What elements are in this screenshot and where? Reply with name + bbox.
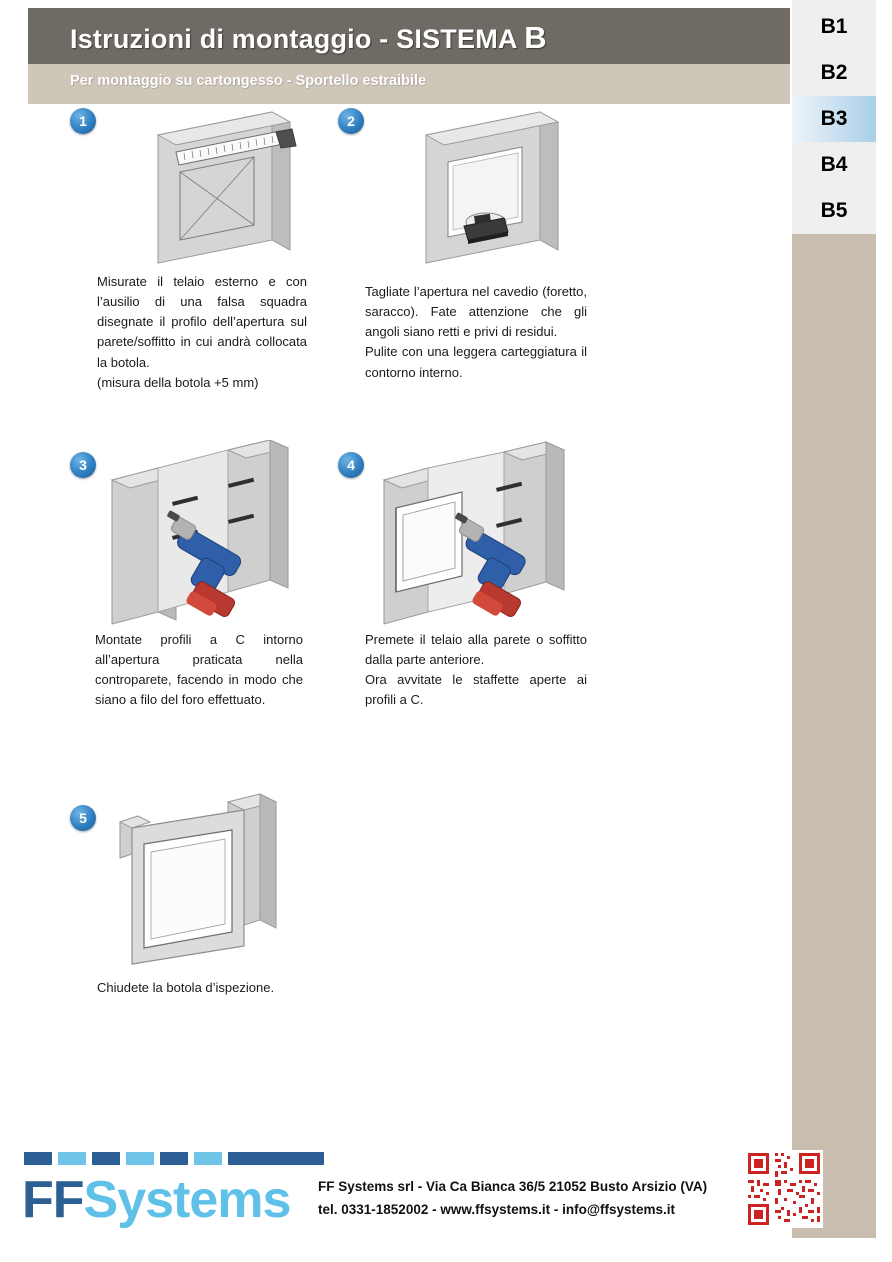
step-5-caption bbox=[97, 978, 317, 998]
step-5-badge bbox=[70, 805, 96, 831]
step-5-caption-line-1: Chiudete la botola d’ispezione. bbox=[97, 980, 275, 995]
side-tab-b3[interactable] bbox=[792, 96, 876, 142]
step-4-caption-line-1: Premete il telaio alla parete o soffitto dalla parte anteriore. bbox=[365, 632, 587, 668]
step-3-figure-c-profiles-with-drill bbox=[100, 440, 300, 630]
step-1-caption-line-2: (misura della botola +5 mm) bbox=[97, 374, 259, 390]
step-5-figure-closed-inspection-hatch bbox=[110, 790, 290, 970]
step-4-caption bbox=[365, 630, 587, 711]
side-tab-b3-label: B3 bbox=[820, 107, 848, 130]
step-2-number: 2 bbox=[347, 113, 355, 129]
side-tab-b2[interactable] bbox=[792, 50, 876, 96]
side-tab-b5[interactable] bbox=[792, 188, 876, 234]
qr-code-icon bbox=[745, 1150, 823, 1228]
logo-systems-text: Systems bbox=[83, 1171, 291, 1229]
step-4-number: 4 bbox=[347, 457, 355, 473]
step-1-number: 1 bbox=[79, 113, 87, 129]
logo-wordmark bbox=[22, 1170, 290, 1230]
step-3-number: 3 bbox=[79, 457, 87, 473]
footer-address-line-1: FF Systems srl - Via Ca Bianca 36/5 21052 Busto Arsizio (VA) bbox=[318, 1179, 708, 1194]
side-tab-column bbox=[792, 0, 892, 1262]
step-2-caption-line-2: Pulite con una leggera carteggiatura il contorno interno. bbox=[365, 344, 587, 380]
step-4-badge bbox=[338, 452, 364, 478]
step-2-caption-line-1: Tagliate l’apertura nel cavedio (foretto, saracco). Fate attenzione che gli angoli siano retti e privi di residui. bbox=[365, 284, 587, 340]
page-subtitle: Per montaggio su cartongesso - Sportello estraibile bbox=[70, 73, 427, 89]
side-tab-b4-label: B4 bbox=[820, 153, 848, 176]
step-1-caption bbox=[97, 272, 307, 393]
page-header bbox=[28, 8, 790, 96]
step-2-figure-wall-panel-cut-opening bbox=[408, 100, 598, 270]
logo-blocks-icon bbox=[24, 1146, 326, 1172]
step-3-caption-line-1: Montate profili a C intorno all’apertura praticata nella controparete, facendo in modo che siano a filo del foro effettuato. bbox=[95, 632, 303, 708]
side-tab-b5-label: B5 bbox=[820, 199, 848, 222]
step-2-caption bbox=[365, 282, 587, 383]
step-2-badge bbox=[338, 108, 364, 134]
page-title-system-letter: B bbox=[524, 20, 547, 55]
page-title bbox=[70, 20, 547, 56]
logo-ff-text: FF bbox=[22, 1171, 84, 1229]
side-tab-b2-label: B2 bbox=[820, 61, 848, 84]
page-title-text: Istruzioni di montaggio - SISTEMA bbox=[70, 24, 525, 54]
step-3-badge bbox=[70, 452, 96, 478]
step-4-figure-frame-pressed-with-drill bbox=[370, 440, 580, 630]
step-1-caption-line-1: Misurate il telaio esterno e con l’ausilio di una falsa squadra disegnate il profilo dell’apertura sul parete/soffitto in cui andrà collocata la botola. bbox=[97, 274, 307, 370]
step-5-number: 5 bbox=[79, 810, 87, 826]
footer-address-line-2: tel. 0331-1852002 - www.ffsystems.it - info@ffsystems.it bbox=[318, 1201, 676, 1217]
footer-contact-info bbox=[318, 1176, 707, 1222]
side-tab-b1[interactable] bbox=[792, 4, 876, 50]
side-tab-b1-label: B1 bbox=[820, 15, 848, 38]
step-1-badge bbox=[70, 108, 96, 134]
step-1-figure-wall-panel-with-ruler bbox=[140, 100, 330, 270]
step-3-caption bbox=[95, 630, 303, 711]
footer-logo bbox=[22, 1146, 322, 1229]
step-4-caption-line-2: Ora avvitate le staffette aperte ai profili a C. bbox=[365, 672, 587, 708]
side-tab-b4[interactable] bbox=[792, 142, 876, 188]
